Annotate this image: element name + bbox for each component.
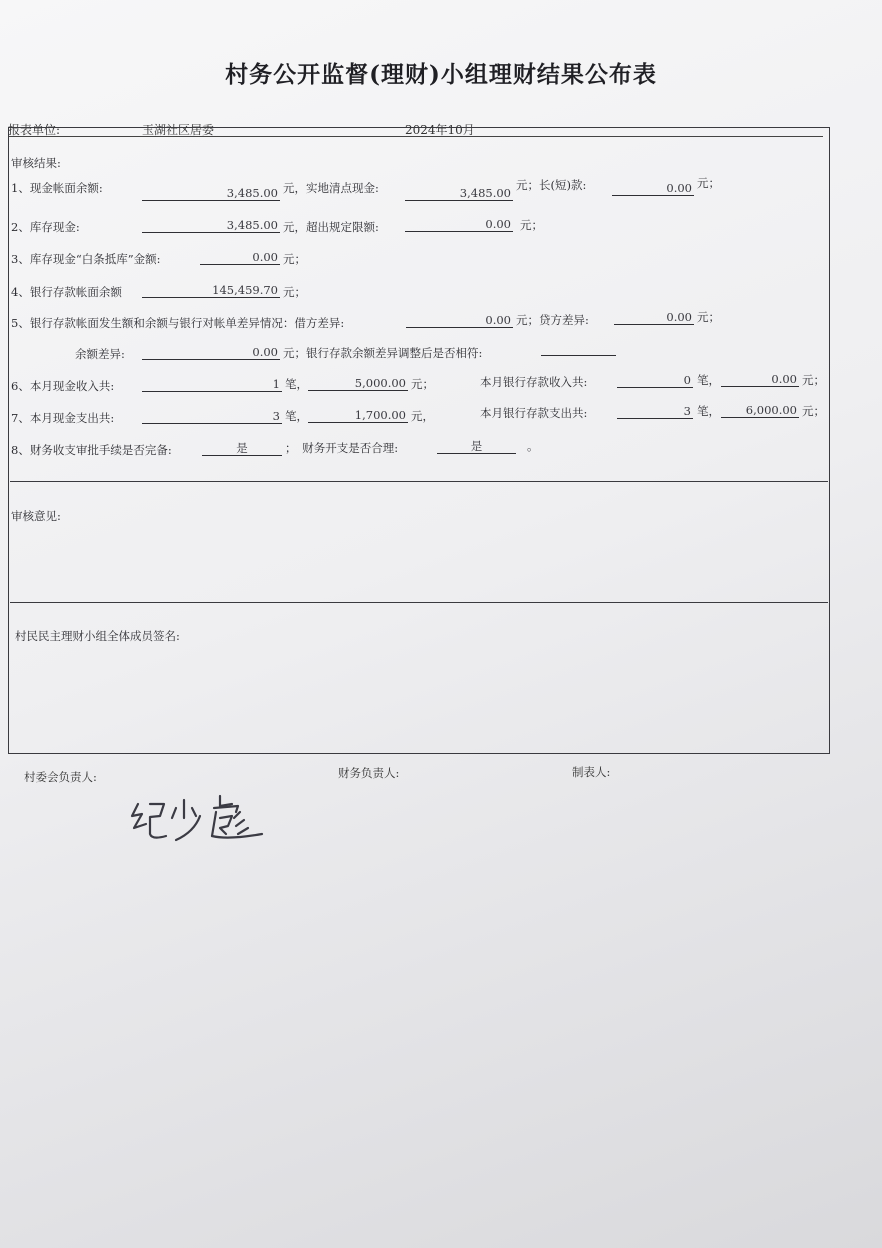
row4-unit: 元； <box>283 285 306 299</box>
balance-diff: 0.00 <box>142 345 280 360</box>
cash-diff: 0.00 <box>612 181 694 196</box>
row6-unit4: 元； <box>802 373 825 387</box>
row7-bank-label: 本月银行存款支出共: <box>480 406 588 420</box>
excess-limit: 0.00 <box>405 217 513 232</box>
members-signature-label: 村民民主理财小组全体成员签名: <box>15 629 180 643</box>
preparer-label: 制表人: <box>572 765 611 779</box>
row7-unit1: 笔， <box>285 409 308 423</box>
row5b-unit1: 元；银行存款余额差异调整后是否相符: <box>283 346 483 360</box>
handwritten-signature <box>128 790 273 850</box>
row1-unit1: 元，实地清点现金: <box>283 181 379 195</box>
row7-unit3: 笔， <box>697 404 720 418</box>
section-divider-2 <box>10 602 828 603</box>
row6-label: 6、本月现金收入共: <box>11 379 115 393</box>
bank-in-amount: 0.00 <box>721 372 799 387</box>
row2-label: 2、库存现金: <box>11 220 80 234</box>
row1-label: 1、现金帐面余额: <box>11 181 103 195</box>
bank-out-count: 3 <box>617 404 693 419</box>
opinion-label: 审核意见: <box>11 509 61 523</box>
debit-diff: 0.00 <box>406 313 513 328</box>
row3-unit: 元； <box>283 252 306 266</box>
stock-cash: 3,485.00 <box>142 218 280 233</box>
balance-match <box>541 341 616 356</box>
row8-unit1: ； 财务开支是否合理: <box>285 441 399 455</box>
report-period: 2024年10月 <box>405 123 475 137</box>
row6-unit2: 元； <box>411 377 434 391</box>
row7-unit4: 元； <box>802 404 825 418</box>
bank-in-count: 0 <box>617 373 693 388</box>
cash-in-amount: 5,000.00 <box>308 376 408 391</box>
row6-unit1: 笔， <box>285 377 308 391</box>
row2-unit2: 元； <box>520 218 543 232</box>
bank-balance: 145,459.70 <box>142 283 280 298</box>
unit-label: 报表单位: <box>8 123 61 137</box>
row5-unit1: 元；贷方差异: <box>516 313 589 327</box>
credit-diff: 0.00 <box>614 310 694 325</box>
row5-unit2: 元； <box>697 310 720 324</box>
row6-bank-label: 本月银行存款收入共: <box>480 375 588 389</box>
row5b-label: 余额差异: <box>75 347 125 361</box>
iou-amount: 0.00 <box>200 250 280 265</box>
finance-head-label: 财务负责人: <box>338 766 400 780</box>
row4-label: 4、银行存款帐面余额 <box>11 285 122 299</box>
cash-out-amount: 1,700.00 <box>308 408 408 423</box>
row3-label: 3、库存现金“白条抵库”金额: <box>11 252 161 266</box>
cash-count: 3,485.00 <box>405 186 513 201</box>
row8-end: 。 <box>527 439 539 453</box>
unit-name: 玉湖社区居委 <box>142 123 215 137</box>
row1-unit3: 元； <box>697 176 720 190</box>
section-divider-1 <box>10 481 828 482</box>
bank-out-amount: 6,000.00 <box>721 403 799 418</box>
approval-complete: 是 <box>202 441 282 456</box>
row7-unit2: 元， <box>411 409 434 423</box>
cash-book-balance: 3,485.00 <box>142 186 280 201</box>
expense-reasonable: 是 <box>437 439 516 454</box>
row5-label: 5、银行存款帐面发生额和余额与银行对帐单差异情况：借方差异: <box>11 316 345 330</box>
row6-unit3: 笔， <box>697 373 720 387</box>
row1-unit2: 元；长(短)款: <box>516 178 587 192</box>
cash-out-count: 3 <box>142 409 282 424</box>
row7-label: 7、本月现金支出共: <box>11 411 115 425</box>
row2-unit1: 元，超出规定限额: <box>283 220 379 234</box>
cash-in-count: 1 <box>142 377 282 392</box>
page-title: 村务公开监督(理财)小组理财结果公布表 <box>225 61 657 88</box>
row8-label: 8、财务收支审批手续是否完备: <box>11 443 172 457</box>
results-heading: 审核结果: <box>11 156 61 170</box>
committee-head-label: 村委会负责人: <box>24 770 97 784</box>
